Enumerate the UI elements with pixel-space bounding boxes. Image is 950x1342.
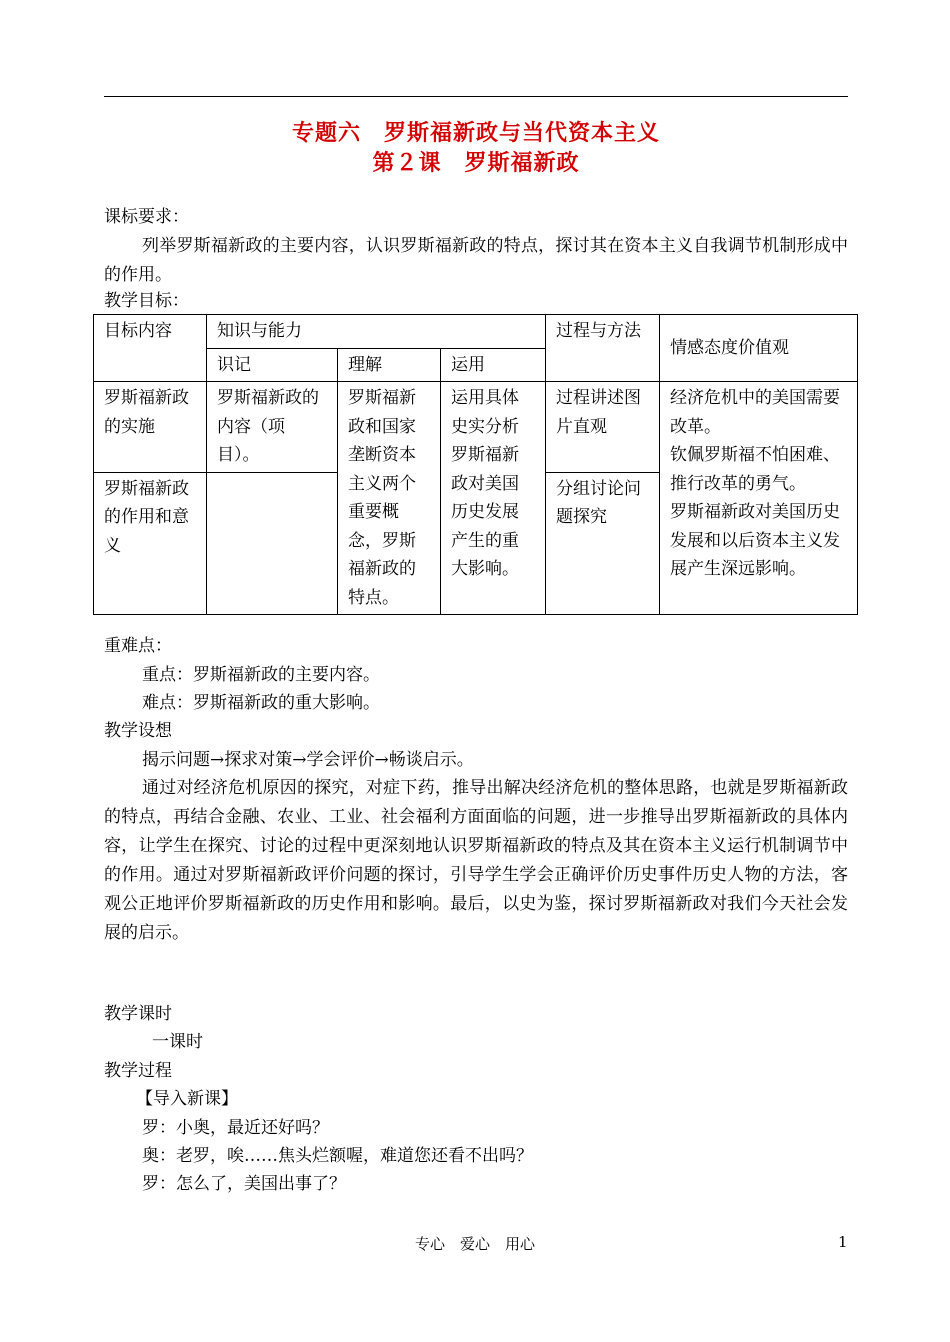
emotion-line-3: 罗斯福新政对美国历史发展和以后资本主义发展产生深远影响。 (670, 502, 841, 579)
dialog-line-1: 罗：小奥，最近还好吗？ (142, 1118, 329, 1138)
design-flow: 揭示问题→探求对策→学会评价→畅谈启示。 (142, 750, 474, 770)
row1-process: 过程讲述图片直观 (546, 382, 660, 473)
emotion-cell (660, 382, 858, 615)
dialog-line-3: 罗：怎么了，美国出事了？ (142, 1174, 346, 1194)
key-point: 重点：罗斯福新政的主要内容。 (142, 665, 380, 685)
lesson-title: 第２课 罗斯福新政 (372, 150, 580, 176)
teaching-goals-table (93, 314, 858, 615)
design-heading: 教学设想 (104, 721, 172, 741)
header-rule (104, 96, 848, 97)
header-recall: 识记 (207, 348, 338, 382)
header-process-method: 过程与方法 (546, 315, 660, 382)
header-emotion-values: 情感态度价值观 (660, 315, 858, 382)
curriculum-text: 列举罗斯福新政的主要内容，认识罗斯福新政的特点，探讨其在资本主义自我调节机制形成中的作用。 (104, 236, 848, 285)
row2-recall (207, 472, 338, 614)
row2-process: 分组讨论问题探究 (546, 472, 660, 614)
header-apply: 运用 (441, 348, 546, 382)
dialog-line-2: 奥：老罗，唉……焦头烂额喔，难道您还看不出吗？ (142, 1146, 533, 1166)
header-knowledge-ability: 知识与能力 (207, 315, 546, 349)
understand-cell: 罗斯福新政和国家垄断资本主义两个重要概念，罗斯福新政的特点。 (338, 382, 441, 615)
emotion-line-1: 经济危机中的美国需要改革。 (670, 388, 841, 437)
process-heading: 教学过程 (104, 1061, 172, 1081)
design-text: 通过对经济危机原因的探究，对症下药，推导出解决经济危机的整体思路，也就是罗斯福新政的特点，再结合金融、农业、工业、社会福利方面面临的问题，进一步推导出罗斯福新政的具体内容，让学生在探究、讨论的过程中更深刻地认识罗斯福新政的特点及其在资本主义运行机制调节中的作用。通过对罗斯福新政评价问题的探讨，引导学生学会正确评价历史事件历史人物的方法，客观公正地评价罗斯福新政的历史作用和影响。最后，以史为鉴，探讨罗斯福新政对我们今天社会发展的启示。 (104, 778, 848, 943)
row2-goal: 罗斯福新政的作用和意义 (94, 472, 207, 614)
keypoints-heading: 重难点： (104, 636, 172, 656)
process-intro: 【导入新课】 (136, 1089, 238, 1109)
header-understand: 理解 (338, 348, 441, 382)
row1-recall: 罗斯福新政的内容（项目）。 (207, 382, 338, 473)
curriculum-heading: 课标要求： (104, 207, 189, 227)
goals-heading: 教学目标： (104, 291, 189, 311)
header-goal-content: 目标内容 (94, 315, 207, 382)
emotion-line-2: 钦佩罗斯福不怕困难、推行改革的勇气。 (670, 445, 841, 494)
difficult-point: 难点：罗斯福新政的重大影响。 (142, 693, 380, 713)
hours-heading: 教学课时 (104, 1004, 172, 1024)
row1-goal: 罗斯福新政的实施 (94, 382, 207, 473)
hours-value: 一课时 (152, 1032, 203, 1052)
footer-motto: 专心 爱心 用心 (414, 1235, 535, 1253)
apply-cell: 运用具体史实分析罗斯福新政对美国历史发展产生的重大影响。 (441, 382, 546, 615)
document-title: 专题六 罗斯福新政与当代资本主义 (291, 120, 660, 146)
page-number: 1 (838, 1233, 848, 1251)
